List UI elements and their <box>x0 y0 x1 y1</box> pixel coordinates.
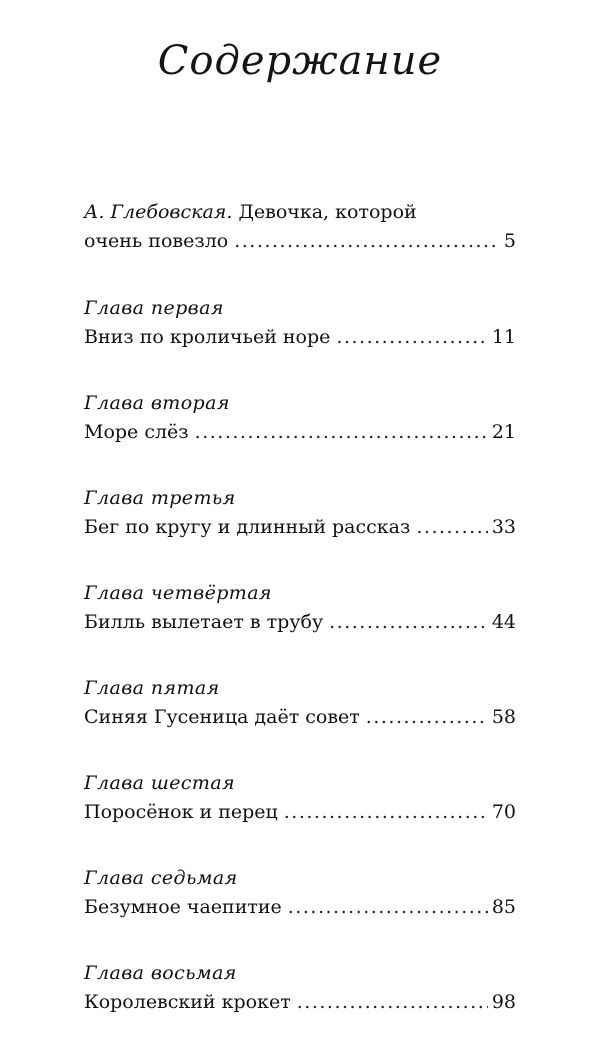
chapter-page-number: 98 <box>491 991 516 1013</box>
chapter-title: Королевский крокет <box>84 991 291 1013</box>
dot-leader <box>416 513 487 542</box>
chapter-title: Вниз по кроличьей норе <box>84 326 331 348</box>
toc-entry-chapter-1[interactable] <box>84 294 516 352</box>
dot-leader <box>288 893 488 922</box>
chapter-page-number: 33 <box>491 516 516 538</box>
intro-first-line <box>84 198 516 227</box>
dot-leader <box>234 227 500 256</box>
dot-leader <box>195 418 488 447</box>
chapter-line <box>84 323 516 352</box>
chapter-label: Глава вторая <box>84 392 230 414</box>
intro-page-number: 5 <box>503 230 516 252</box>
chapter-title: Билль вылетает в трубу <box>84 611 324 633</box>
chapter-label: Глава первая <box>84 297 224 319</box>
dot-leader <box>336 323 487 352</box>
chapter-label: Глава восьмая <box>84 962 237 984</box>
intro-title-line2: очень повезло <box>84 230 229 252</box>
dot-leader <box>329 608 488 637</box>
toc-entry-chapter-7[interactable] <box>84 864 516 922</box>
dot-leader <box>366 703 488 732</box>
toc-entry-intro[interactable] <box>84 198 516 256</box>
dot-leader <box>297 988 488 1017</box>
chapter-page-number: 44 <box>491 611 516 633</box>
chapter-page-number: 58 <box>491 706 516 728</box>
chapter-line <box>84 513 516 542</box>
chapter-label: Глава шестая <box>84 772 236 794</box>
chapter-title: Безумное чаепитие <box>84 896 282 918</box>
toc-entry-chapter-8[interactable] <box>84 959 516 1017</box>
chapter-title: Бег по кругу и длинный рассказ <box>84 516 411 538</box>
chapter-page-number: 70 <box>491 801 516 823</box>
dot-leader <box>284 798 488 827</box>
intro-second-line <box>84 227 516 256</box>
toc-entry-chapter-2[interactable] <box>84 389 516 447</box>
toc-entry-chapter-6[interactable] <box>84 769 516 827</box>
chapter-label: Глава седьмая <box>84 867 238 889</box>
intro-author: А. Глебовская. <box>84 201 233 223</box>
toc-entry-chapter-4[interactable] <box>84 579 516 637</box>
toc-entry-chapter-5[interactable] <box>84 674 516 732</box>
intro-title-line1: Девочка, которой <box>238 201 417 223</box>
chapter-page-number: 85 <box>491 896 516 918</box>
table-of-contents <box>84 198 516 1054</box>
chapter-title: Поросёнок и перец <box>84 801 278 823</box>
chapter-line <box>84 608 516 637</box>
page-title: Содержание <box>157 38 443 84</box>
chapter-page-number: 11 <box>491 326 516 348</box>
chapter-title: Море слёз <box>84 421 189 443</box>
chapter-line <box>84 988 516 1017</box>
chapter-label: Глава третья <box>84 487 236 509</box>
chapter-page-number: 21 <box>491 421 516 443</box>
chapter-line <box>84 893 516 922</box>
chapter-line <box>84 418 516 447</box>
chapter-label: Глава четвёртая <box>84 582 272 604</box>
chapter-label: Глава пятая <box>84 677 220 699</box>
chapter-title: Синяя Гусеница даёт совет <box>84 706 360 728</box>
chapter-line <box>84 798 516 827</box>
toc-entry-chapter-3[interactable] <box>84 484 516 542</box>
chapter-line <box>84 703 516 732</box>
